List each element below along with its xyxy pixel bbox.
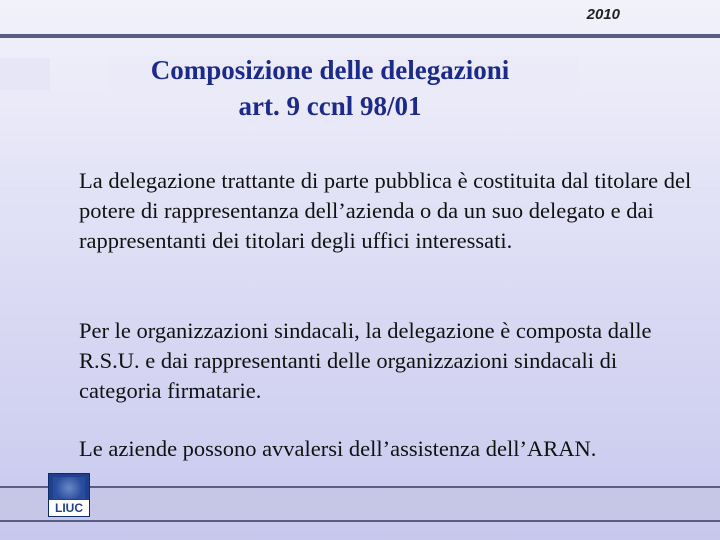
paragraph-1: La delegazione trattante di parte pubblica è costituita dal titolare del potere di rappresentanza dell’azienda o da un suo delegato e dai rappresentanti dei titolari degli uffici interessati.: [79, 168, 692, 253]
title-line-1: Composizione delle delegazioni: [150, 55, 510, 85]
paragraph-3: Le aziende possono avvalersi dell’assistenza dell’ARAN.: [79, 436, 597, 461]
logo-text: LIUC: [49, 500, 89, 516]
liuc-logo: [48, 473, 90, 517]
slide-title: [0, 52, 720, 124]
title-line-2: art. 9 ccnl 98/01: [238, 91, 422, 121]
logo-emblem-icon: [53, 477, 85, 499]
footer-bar: [0, 486, 720, 522]
paragraph-2: Per le organizzazioni sindacali, la delegazione è composta dalle R.S.U. e dai rappresentanti delle organizzazioni sindacali di categoria firmatarie.: [79, 318, 652, 403]
year-label: 2010: [586, 6, 620, 23]
top-divider: [0, 34, 720, 38]
